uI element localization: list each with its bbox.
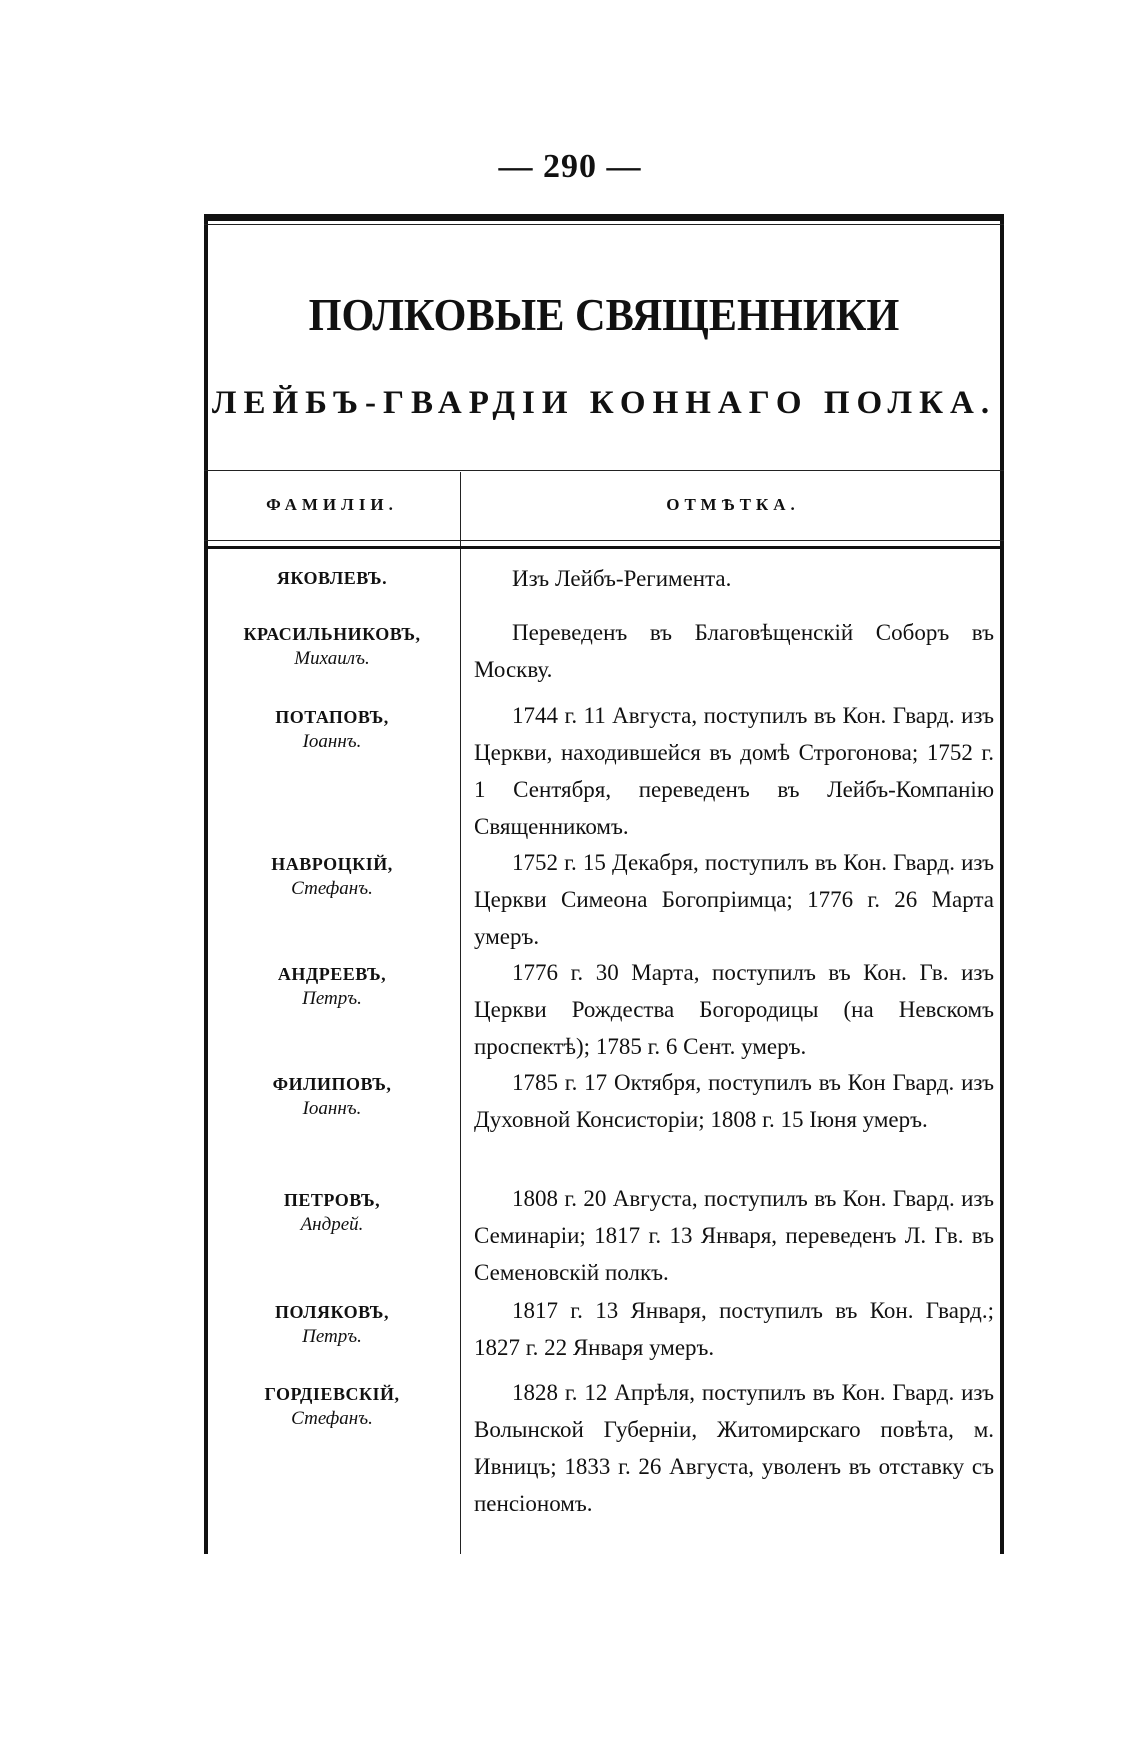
given-name: Стефанъ.: [291, 878, 373, 899]
note-cell: 1817 г. 13 Января, поступилъ въ Кон. Гвард.; 1827 г. 22 Января умеръ.: [474, 1298, 994, 1360]
surname: НАВРОЦКІЙ,: [271, 854, 393, 874]
page-number: — 290 —: [498, 148, 642, 185]
name-cell: [204, 566, 460, 590]
surname: ЯКОВЛЕВЪ.: [276, 568, 388, 588]
note-cell: 1776 г. 30 Марта, поступилъ въ Кон. Гв. изъ Церкви Рождества Богородицы (на Невскомъ проспектѣ); 1785 г. 6 Сент. умеръ.: [474, 960, 994, 1059]
column-header-notes: ОТМѢТКА.: [666, 495, 800, 514]
name-cell: [204, 1300, 460, 1350]
given-name: Андрей.: [300, 1214, 364, 1235]
given-name: Іоаннъ.: [302, 731, 362, 752]
header-top-rule: [204, 470, 1004, 471]
page-title: ПОЛКОВЫЕ СВЯЩЕННИКИ: [308, 289, 900, 340]
column-divider: [460, 472, 461, 1554]
column-header-names: ФАМИЛІИ.: [266, 495, 398, 514]
given-name: Михаилъ.: [294, 648, 370, 669]
name-cell: [204, 962, 460, 1012]
note-cell: Изъ Лейбъ-Регимента.: [512, 566, 732, 591]
header-bottom-rule: [204, 540, 1004, 541]
note-cell: 1752 г. 15 Декабря, поступилъ въ Кон. Гвард. изъ Церкви Симеона Богопріимца; 1776 г. 26 Марта умеръ.: [474, 850, 994, 949]
header-bottom-rule-thick: [204, 546, 1004, 549]
surname: ПОТАПОВЪ,: [275, 707, 389, 727]
note-cell: Переведенъ въ Благовѣщенскій Соборъ въ Москву.: [474, 620, 994, 682]
given-name: Стефанъ.: [291, 1408, 373, 1429]
name-cell: [204, 1188, 460, 1238]
note-cell: 1785 г. 17 Октября, поступилъ въ Кон Гвард. изъ Духовной Консисторіи; 1808 г. 15 Іюня умеръ.: [474, 1070, 994, 1132]
name-cell: [204, 1072, 460, 1122]
note-cell: 1808 г. 20 Августа, поступилъ въ Кон. Гвард. изъ Семинаріи; 1817 г. 13 Января, переведенъ Л. Гв. въ Семеновскій полкъ.: [474, 1186, 994, 1285]
given-name: Іоаннъ.: [302, 1098, 362, 1119]
surname: ФИЛИПОВЪ,: [272, 1074, 392, 1094]
given-name: Петръ.: [302, 1326, 362, 1347]
name-cell: [204, 705, 460, 755]
surname: ПОЛЯКОВЪ,: [275, 1302, 389, 1322]
surname: АНДРЕЕВЪ,: [277, 964, 387, 984]
frame-top-rule: [204, 224, 1004, 225]
note-cell: 1828 г. 12 Апрѣля, поступилъ въ Кон. Гвард. изъ Волынской Губерніи, Житомирскаго повѣта, м. Ивницъ; 1833 г. 26 Августа, уволенъ въ отставку съ пенсіономъ.: [474, 1380, 994, 1516]
given-name: Петръ.: [302, 988, 362, 1009]
note-cell: 1744 г. 11 Августа, поступилъ въ Кон. Гвард. изъ Церкви, находившейся въ домѣ Строгонова; 1752 г. 1 Сентября, переведенъ въ Лейбъ-Компанію Священникомъ.: [474, 703, 994, 839]
surname: ГОРДІЕВСКІЙ,: [264, 1384, 400, 1404]
page-subtitle: ЛЕЙБЪ-ГВАРДІИ КОННАГО ПОЛКА.: [211, 385, 997, 421]
surname: КРАСИЛЬНИКОВЪ,: [243, 624, 421, 644]
surname: ПЕТРОВЪ,: [283, 1190, 381, 1210]
name-cell: [204, 1382, 460, 1432]
name-cell: [204, 852, 460, 902]
name-cell: [204, 622, 460, 672]
